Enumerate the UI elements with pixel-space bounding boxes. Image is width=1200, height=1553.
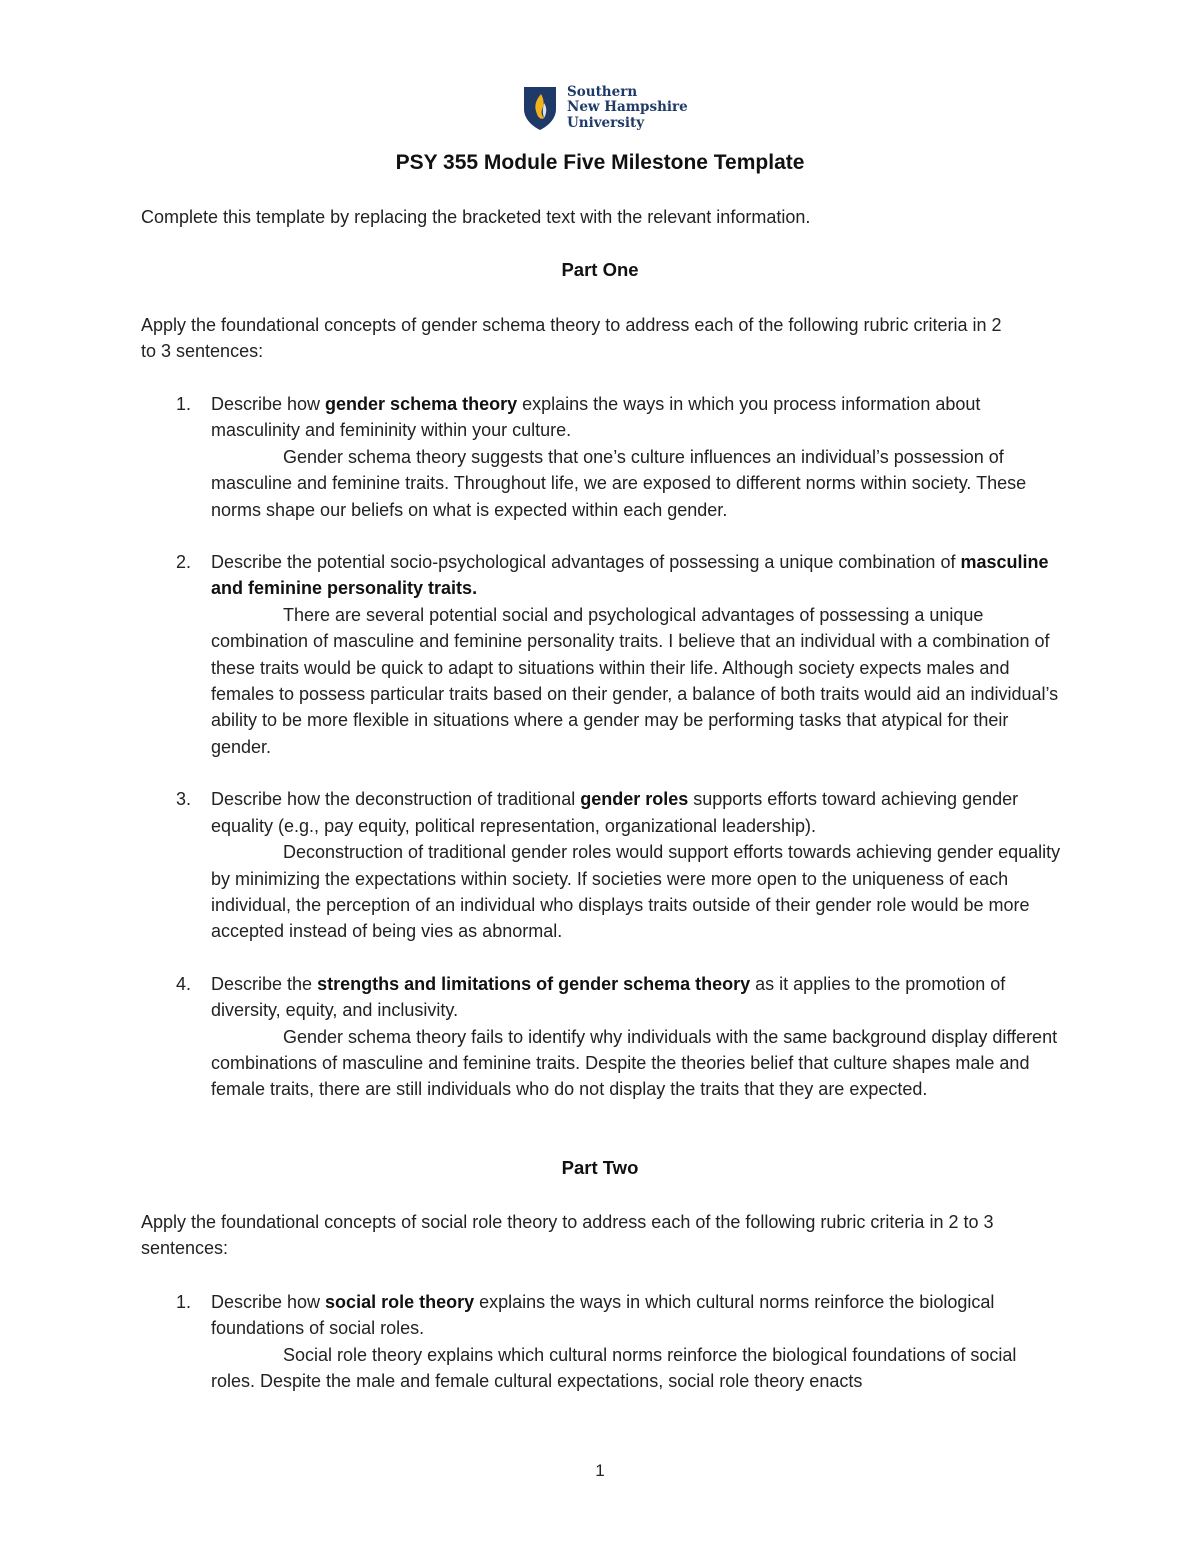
item-prompt [211, 971, 1061, 1024]
prompt-key-term: masculine and feminine personality traits [211, 552, 1049, 599]
shield-flame-icon [522, 85, 558, 131]
item-response: There are several potential social and psychological advantages of possessing a unique combination of masculine and feminine personality traits. I believe that an individual with a combination of these traits would be quick to adapt to situations within their life. Although society expects males and females to possess particular traits based on their gender, a balance of both traits would aid an individual’s ability to be more flexible in situations where a gender may be performing tasks that atypical for their gender. [211, 604, 1059, 757]
item-number: 4. [176, 973, 192, 994]
item-number: 1. [176, 394, 192, 414]
list-item [141, 1289, 1061, 1395]
prompt-key-term: gender roles [580, 789, 689, 810]
prompt-key-term: strengths and limitations of gender schema theory [317, 973, 751, 994]
logo-line-2: New Hampshire [567, 99, 688, 116]
list-item [141, 786, 1061, 944]
prompt-text: explains the ways in which you process information about masculinity and femininity within your culture. [211, 394, 981, 441]
prompt-text: explains the ways in which cultural norms reinforce the biological foundations of social roles. [211, 1292, 995, 1339]
template-instructions: Complete this template by replacing the bracketed text with the relevant information. [141, 207, 811, 227]
prompt-key-term: gender schema theory [325, 394, 518, 414]
item-prompt [211, 786, 1061, 839]
part-one-intro: Apply the foundational concepts of gender schema theory to address each of the following rubric criteria in 2 to 3 sentences: [141, 315, 1002, 362]
page-number: 1 [595, 1461, 605, 1480]
document-title: PSY 355 Module Five Milestone Template [395, 151, 805, 174]
prompt-text: supports efforts toward achieving gender equality (e.g., pay equity, political representation, organizational leadership). [211, 789, 1019, 836]
prompt-text: Describe how the deconstruction of traditional [211, 789, 581, 810]
item-response: Gender schema theory suggests that one’s culture influences an individual’s possession of masculine and feminine traits. Throughout life, we are exposed to different norms within society. These norms shape our beliefs on what is expected within each gender. [211, 446, 1027, 520]
item-prompt [211, 391, 1061, 444]
item-number: 3. [176, 789, 192, 810]
item-response: Social role theory explains which cultural norms reinforce the biological foundations of social roles. Despite the male and female cultural expectations, social role theory enacts [211, 1344, 1017, 1392]
item-response: Gender schema theory fails to identify why individuals with the same background display different combinations of masculine and feminine traits. Despite the theories belief that culture shapes male and female traits, there are still individuals who do not display the traits that they are expected. [211, 1026, 1058, 1100]
part-two-list [141, 1289, 1061, 1395]
part-two-intro: Apply the foundational concepts of social role theory to address each of the following rubric criteria in 2 to 3 sentences: [141, 1212, 994, 1259]
item-number: 1. [176, 1292, 192, 1312]
prompt-text: Describe how [211, 394, 326, 414]
prompt-key-term: social role theory [325, 1292, 475, 1312]
prompt-text: Describe the potential socio-psychological advantages of possessing a unique combination of [211, 552, 961, 573]
logo-line-1: Southern [567, 83, 638, 100]
list-item [141, 391, 1061, 523]
item-prompt [211, 1289, 1061, 1342]
item-prompt [211, 549, 1061, 602]
prompt-text: Describe the [211, 973, 318, 994]
item-response: Deconstruction of traditional gender roles would support efforts towards achieving gender equality by minimizing the expectations within society. If societies were more open to the uniqueness of each individual, the perception of an individual who displays traits outside of their gender role would be more accepted instead of being vies as abnormal. [211, 842, 1061, 942]
part-two-heading: Part Two [561, 1157, 639, 1178]
university-logo [522, 84, 688, 132]
prompt-text: Describe how [211, 1292, 326, 1312]
prompt-text: . [472, 578, 478, 599]
prompt-text: as it applies to the promotion of diversity, equity, and inclusivity. [211, 973, 1006, 1021]
part-one-heading: Part One [561, 259, 639, 280]
logo-line-3: University [567, 114, 645, 131]
list-item [141, 971, 1061, 1103]
item-number: 2. [176, 552, 192, 573]
logo-wordmark [567, 85, 688, 132]
list-item [141, 549, 1061, 760]
part-one-list [141, 391, 1061, 1129]
